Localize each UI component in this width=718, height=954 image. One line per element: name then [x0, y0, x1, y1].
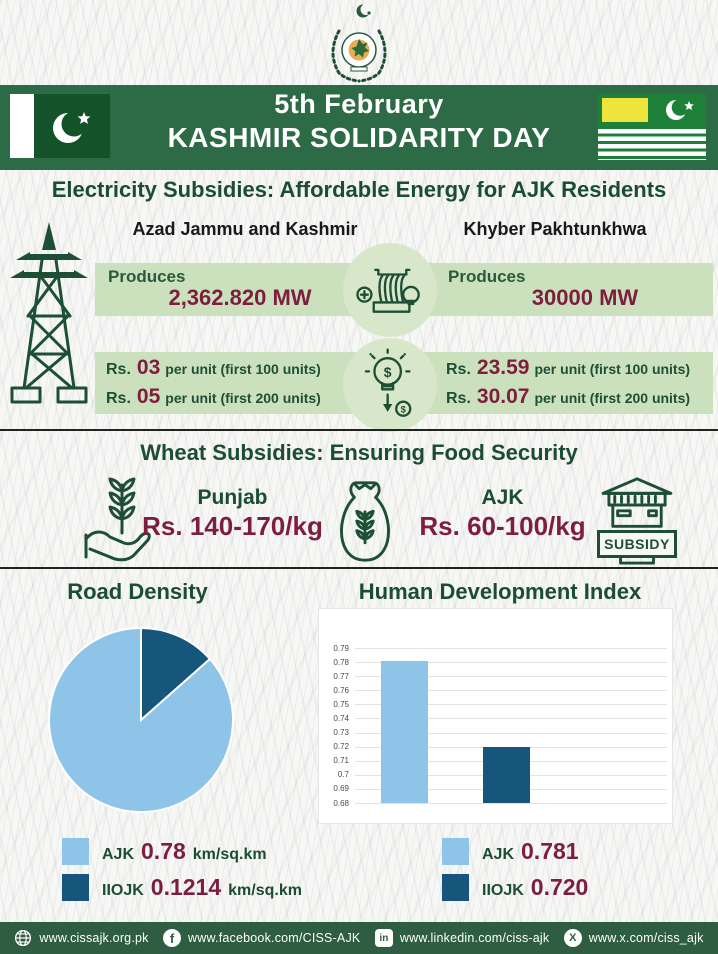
gridline: [355, 803, 667, 804]
pakistan-flag: [10, 94, 110, 158]
hdi-chart-panel: [318, 608, 673, 824]
y-tick-label: 0.68: [333, 798, 349, 808]
iiojk-color-swatch: [442, 874, 469, 901]
rate-value: 05: [136, 385, 161, 408]
y-tick-label: 0.76: [333, 685, 349, 695]
website-url: www.cissajk.org.pk: [39, 931, 149, 945]
wheat-sack-icon: [336, 475, 394, 567]
hdi-plot: [319, 609, 672, 823]
pakistan-flag-field: [34, 94, 110, 158]
ajk-color-swatch: [62, 838, 89, 865]
banner-date: 5th February: [274, 89, 444, 119]
facebook-link[interactable]: [163, 929, 360, 947]
generator-icon: [354, 259, 426, 321]
gridline: [355, 648, 667, 649]
legend-row-ajk: [442, 838, 588, 865]
punjab-wheat-price: Rs. 140-170/kg: [142, 511, 323, 541]
legend-unit: km/sq.km: [228, 882, 302, 899]
rate-prefix: Rs.: [446, 361, 471, 378]
y-tick-label: 0.69: [333, 784, 349, 794]
wheat-region-punjab: Punjab: [197, 486, 268, 509]
hdi-title: Human Development Index: [358, 579, 642, 604]
kp-output-value: 30000 MW: [531, 285, 639, 310]
region-heading-kp: Khyber Pakhtunkhwa: [463, 219, 647, 239]
transmission-tower-icon: [6, 220, 92, 420]
y-tick-label: 0.74: [333, 713, 349, 723]
bulb-icon-circle: [343, 338, 437, 432]
legend-value: 0.1214: [150, 874, 222, 900]
ajk-color-swatch: [442, 838, 469, 865]
y-tick-label: 0.73: [333, 728, 349, 738]
banner-title: KASHMIR SOLIDARITY DAY: [167, 122, 551, 153]
legend-region: IIOJK: [482, 882, 524, 899]
legend-row-iiojk: [442, 874, 588, 901]
hdi-bar-iiojk: [483, 747, 530, 803]
legend-region: IIOJK: [102, 882, 144, 899]
ajk-rate-line-2: [106, 385, 321, 409]
y-tick-label: 0.75: [333, 699, 349, 709]
rate-suffix: per unit (first 100 units): [165, 361, 321, 377]
x-icon: X: [564, 929, 582, 947]
legend-region: AJK: [482, 846, 515, 863]
kp-rate-line-1: [446, 356, 690, 380]
footer-social-bar: [0, 922, 718, 954]
section-divider-1: [0, 429, 718, 431]
y-tick-label: 0.78: [333, 657, 349, 667]
ajk-rate-line-1: [106, 356, 321, 380]
ajk-flag-yellow-block: [602, 98, 648, 122]
legend-unit: km/sq.km: [192, 846, 267, 863]
legend-region: AJK: [102, 846, 135, 863]
website-link[interactable]: [14, 929, 148, 947]
y-tick-label: 0.7: [337, 770, 349, 780]
facebook-url: www.facebook.com/CISS-AJK: [188, 931, 361, 945]
wheat-region-ajk: AJK: [481, 486, 524, 509]
svg-text:$: $: [400, 404, 406, 415]
globe-icon: [14, 929, 32, 947]
hdi-legend: [442, 838, 588, 901]
electricity-section-title: Electricity Subsidies: Affordable Energy for AJK Residents: [51, 177, 667, 202]
rate-value: 23.59: [476, 356, 530, 379]
rate-suffix: per unit (first 200 units): [165, 390, 321, 406]
rate-value: 30.07: [476, 385, 530, 408]
road-density-title: Road Density: [67, 579, 208, 604]
pakistan-flag-white-stripe: [10, 94, 34, 158]
ciss-emblem-logo: [317, 3, 401, 83]
legend-row-ajk: [62, 838, 302, 865]
region-heading-ajk: Azad Jammu and Kashmir: [132, 219, 358, 239]
kp-rate-line-2: [446, 385, 690, 409]
produces-label-kp: Produces: [448, 267, 526, 286]
linkedin-icon: in: [375, 929, 393, 947]
ajk-flag: [598, 94, 706, 160]
iiojk-color-swatch: [62, 874, 89, 901]
subsidy-sign-label: SUBSIDY: [597, 530, 677, 558]
road-density-pie: [46, 625, 236, 815]
rate-prefix: Rs.: [106, 361, 131, 378]
lightbulb-dollar-icon: [355, 348, 425, 422]
svg-text:$: $: [383, 363, 392, 380]
y-tick-label: 0.71: [333, 756, 349, 766]
legend-value: 0.78: [141, 838, 186, 864]
produces-label-ajk: Produces: [108, 267, 186, 286]
wheat-section-title: Wheat Subsidies: Ensuring Food Security: [140, 440, 578, 465]
hdi-bar-ajk: [381, 661, 428, 803]
rate-suffix: per unit (first 100 units): [534, 361, 691, 377]
legend-value: 0.781: [521, 838, 579, 864]
road-density-legend: [62, 838, 302, 901]
section-divider-2: [0, 567, 718, 569]
y-tick-label: 0.72: [333, 742, 349, 752]
linkedin-url: www.linkedin.com/ciss-ajk: [399, 931, 550, 945]
y-tick-label: 0.79: [333, 643, 349, 653]
rate-suffix: per unit (first 200 units): [534, 390, 691, 406]
x-url: www.x.com/ciss_ajk: [588, 931, 704, 945]
rate-prefix: Rs.: [446, 390, 471, 407]
pakistan-crescent-star-icon: [34, 94, 110, 158]
x-link[interactable]: [564, 929, 704, 947]
ajk-flag-stripes: [598, 126, 706, 160]
ajk-wheat-price: Rs. 60-100/kg: [419, 511, 586, 541]
ajk-output-value: 2,362.820 MW: [168, 285, 312, 310]
linkedin-link[interactable]: [375, 929, 549, 947]
rate-value: 03: [136, 356, 161, 379]
legend-value: 0.720: [530, 874, 589, 900]
rate-prefix: Rs.: [106, 390, 131, 407]
generator-icon-circle: [343, 243, 437, 337]
legend-row-iiojk: [62, 874, 302, 901]
y-tick-label: 0.77: [333, 671, 349, 681]
ajk-crescent-star-icon: [656, 96, 702, 124]
facebook-icon: f: [163, 929, 181, 947]
subsidy-shop-icon: [593, 474, 681, 566]
